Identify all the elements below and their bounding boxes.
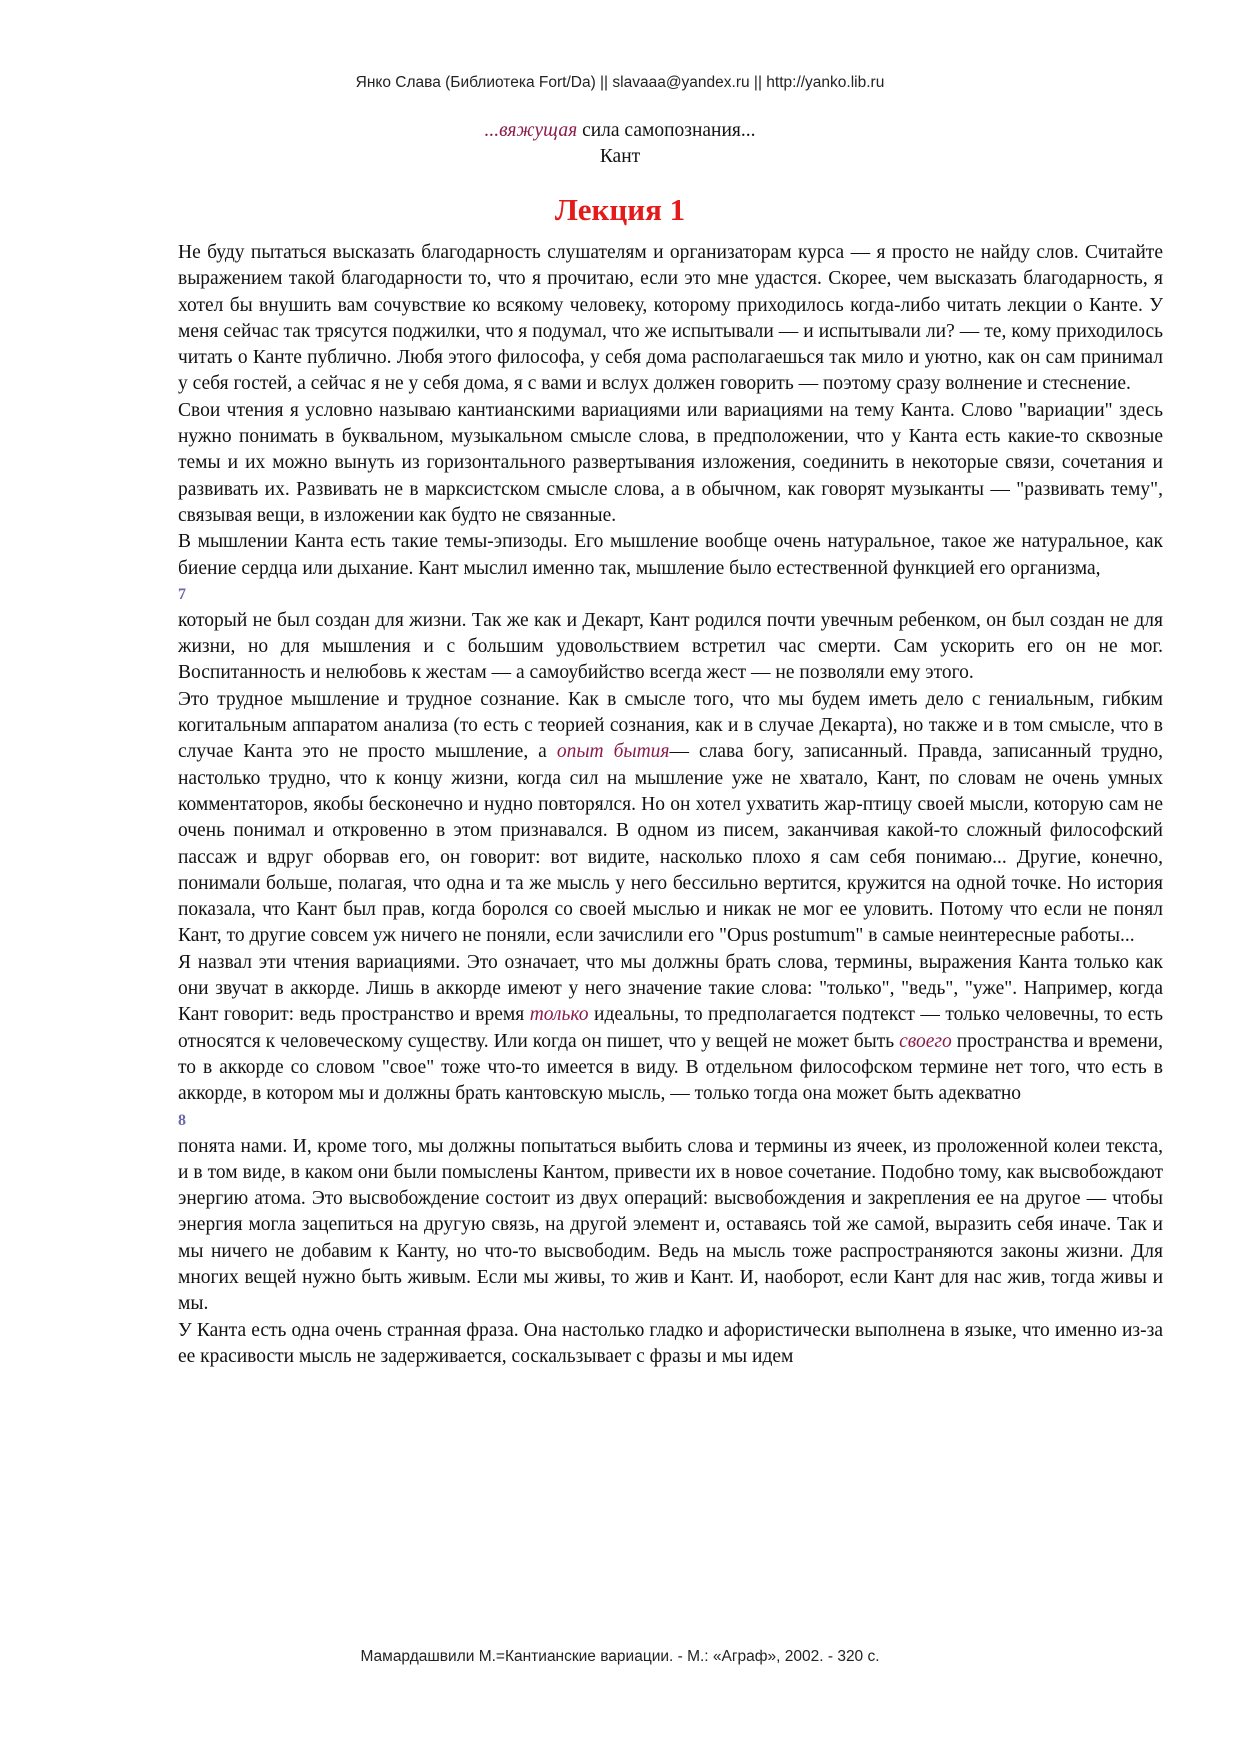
- page-footer: Мамардашвили М.=Кантианские вариации. - М.: «Аграф», 2002. - 320 с.: [360, 1648, 880, 1665]
- paragraph: Свои чтения я условно называю кантианскими вариациями или вариациями на тему Канта. Слово "вариации" здесь нужно понимать в буквальном, музыкальном смысле слова, в предположении, что у Канта есть какие-то сквозные темы и их можно вынуть из горизонтального развертывания изложения, соединить в некоторые связи, сочетания и развивать их. Развивать не в марксистском смысле слова, а в обычном, как говорят музыканты — "развивать тему", связывая вещи, в изложении как будто не связанные.: [178, 399, 1163, 526]
- page-number-marker: 7: [178, 585, 186, 603]
- paragraph: В мышлении Канта есть такие темы-эпизоды. Его мышление вообще очень натуральное, такое же натуральное, как биение сердца или дыхание. Кант мыслил именно так, мышление было естественной функцией его организма,: [178, 531, 1163, 579]
- epigraph-prefix: ...: [484, 120, 500, 141]
- epigraph-rest: сила самопознания...: [577, 120, 756, 141]
- body-text: [178, 240, 1163, 1370]
- emphasis-text: только: [529, 1004, 589, 1026]
- page-title: Лекция 1: [554, 192, 686, 227]
- text-run: пространства и времени, то в аккорде со словом "свое" тоже что-то имеется в виду. В отдельном философском термине нет того, что есть в аккорде, в котором мы и должны брать кантовскую мысль, — только тогда она может быть адекватно: [178, 1030, 1163, 1105]
- paragraph: который не был создан для жизни. Так же как и Декарт, Кант родился почти увечным ребенком, он был создан не для жизни, но для мышления и с большим удовольствием встретил час смерти. Сам ускорить его он не мог. Воспитанность и нелюбовь к жестам — а самоубийство всегда жест — не позволяли ему этого.: [178, 609, 1163, 684]
- text-run: — слава богу, записанный. Правда, записанный трудно, настолько трудно, что к концу жизни, когда сил на мышление уже не хватало, Кант, по словам не очень умных комментаторов, якобы бесконечно и нудно повторялся. Но он хотел ухватить жар-птицу своей мысли, которую сам не очень понимал и откровенно в этом признавался. В одном из писем, заканчивая какой-то сложный философский пассаж и вдруг оборвав его, он говорит: вот видите, насколько плохо я сам себя понимаю... Другие, конечно, понимали больше, полагая, что одна и та же мысль у него бессильно вертится, кружится на одной точке. Но история показала, что Кант был прав, когда боролся со своей мыслью и никак не мог ее уловить. Потому что если не понял Кант, то другие совсем уж ничего не поняли, если зачислили его "Opus postumum" в самые неинтересные работы...: [178, 741, 1163, 947]
- page-header: Янко Слава (Библиотека Fort/Da) || slavaaa@yandex.ru || http://yanko.lib.ru: [355, 74, 885, 91]
- emphasis-text: своего: [899, 1030, 952, 1052]
- paragraph: [178, 950, 1163, 1108]
- emphasis-text: опыт бытия: [556, 741, 670, 763]
- paragraph: понята нами. И, кроме того, мы должны попытаться выбить слова и термины из ячеек, из проложенной колеи текста, и в том виде, в каком они были помыслены Кантом, привести их в новое сочетание. Подобно тому, как высвобождают энергию атома. Это высвобождение состоит из двух операций: высвобождения и закрепления ее на другое — чтобы энергия могла зацепиться на другую связь, на другой элемент и, оставаясь той же самой, выразить себя иначе. Так и мы ничего не добавим к Канту, но что-то высвободим. Ведь на мысль тоже распространяются законы жизни. Для многих вещей нужно быть живым. Если мы живы, то жив и Кант. И, наоборот, если Кант для нас жив, тогда живы и мы.: [178, 1135, 1163, 1315]
- epigraph: [0, 118, 1240, 170]
- paragraph: У Канта есть одна очень странная фраза. Она настолько гладко и афористически выполнена в языке, что именно из-за ее красивости мысль не задерживается, соскальзывает с фразы и мы идем: [178, 1319, 1163, 1367]
- paragraph: Не буду пытаться высказать благодарность слушателям и организаторам курса — я просто не найду слов. Считайте выражением такой благодарности то, что я прочитаю, если это мне удастся. Скорее, чем высказать благодарность, я хотел бы внушить вам сочувствие ко всякому человеку, которому приходилось когда-либо читать лекции о Канте. У меня сейчас так трясутся поджилки, что я подумал, что же испытывали — и испытывали ли? — те, кому приходилось читать о Канте публично. Любя этого философа, у себя дома располагаешься так мило и уютно, как он сам принимал у себя гостей, а сейчас я не у себя дома, я с вами и вслух должен говорить — поэтому сразу волнение и стеснение.: [178, 242, 1163, 395]
- text-run: Это трудное мышление и трудное сознание. Как в смысле того, что мы будем иметь дело с гениальным, гибким когитальным аппаратом анализа (то есть с теорией сознания, как и в случае Декарта), но также и в том смысле, что в случае Канта это не просто мышление, а: [178, 688, 1163, 763]
- page-number-marker: 8: [178, 1111, 186, 1129]
- epigraph-quote: [0, 118, 1240, 144]
- paragraph: [178, 687, 1163, 950]
- text-run: идеальны, то предполагается подтекст — только человечны, то есть относятся к человеческому существу. Или когда он пишет, что у вещей не может быть: [178, 1004, 1163, 1052]
- epigraph-author: Кант: [599, 146, 641, 167]
- epigraph-accent: вяжущая: [499, 120, 578, 141]
- text-run: Я назвал эти чтения вариациями. Это означает, что мы должны брать слова, термины, выражения Канта только как они звучат в аккорде. Лишь в аккорде имеют у него значение такие слова: "только", "ведь", "уже". Например, когда Кант говорит: ведь пространство и время: [178, 951, 1163, 1026]
